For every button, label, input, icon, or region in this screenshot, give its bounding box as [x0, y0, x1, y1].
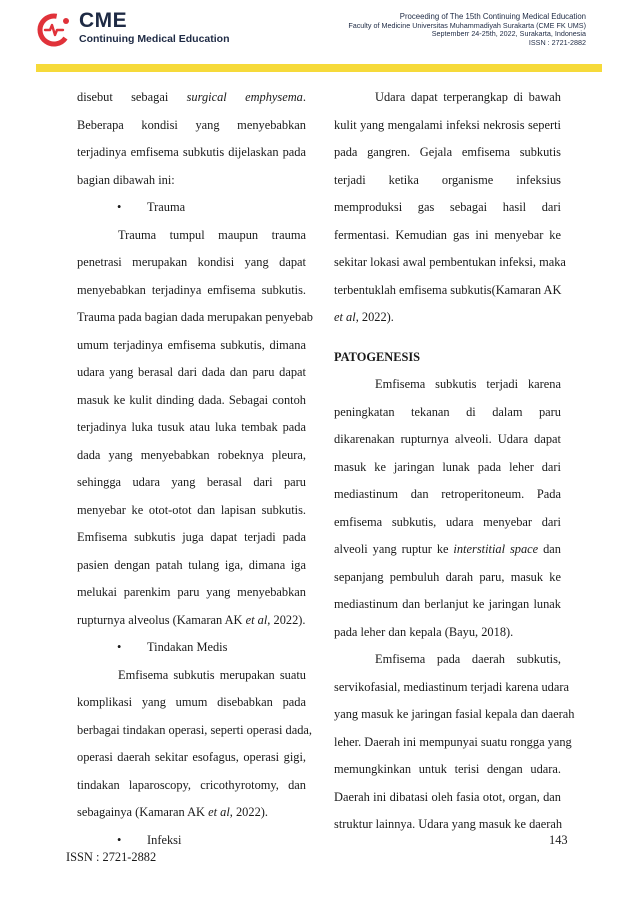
text-line: kulit yang mengalami infeksi nekrosis seperti [334, 117, 561, 132]
text-line: berbagai tindakan operasi, seperti operasi dada, [77, 722, 312, 737]
text-line: terjadi ketika organisme infeksius [334, 172, 561, 187]
text-line: leher. Daerah ini mempunyai suatu rongga yang [334, 734, 572, 749]
bullet-icon: • [117, 832, 122, 847]
section-heading: PATOGENESIS [334, 349, 421, 364]
proceeding-date: Septemberr 24-25th, 2022, Surakarta, Indonesia [431, 29, 586, 39]
text-line: Udara dapat terperangkap di bawah [375, 90, 561, 104]
text-line: disebut sebagai surgical emphysema. [77, 90, 306, 104]
bullet-label: Trauma [147, 200, 186, 214]
logo-subtitle: Continuing Medical Education [79, 33, 230, 45]
text-line: Emfisema subkutis juga dapat terjadi pada [77, 530, 306, 544]
left-column [77, 84, 313, 854]
text-line: sepanjang pembuluh darah paru, masuk ke [334, 569, 561, 584]
text-line: Emfisema pada daerah subkutis, [375, 652, 561, 666]
text-line: peningkatan tekanan di dalam paru [334, 404, 561, 419]
page-number: 143 [549, 833, 568, 847]
text-line: Daerah ini dibatasi oleh fasia otot, organ, dan [334, 789, 561, 804]
text-line: operasi daerah sekitar esofagus, operasi gigi, [77, 750, 306, 764]
bullet-item-trauma [77, 194, 306, 222]
text-line: memungkinkan untuk terisi dengan udara. [334, 762, 561, 776]
text-line: terjadinya luka tusuk atau luka tembak pada [77, 420, 306, 434]
text-line: bagian dibawah ini: [77, 172, 175, 187]
text-line: masuk ke jaringan lunak pada leher dari [334, 459, 561, 474]
proceeding-issn: ISSN : 2721-2882 [528, 37, 586, 47]
text-line: komplikasi yang umum disebabkan pada [77, 695, 306, 709]
logo-title: CME [79, 9, 128, 32]
text-line: tindakan laparoscopy, cricothyrotomy, dan [77, 777, 306, 792]
footer-issn: ISSN : 2721-2882 [66, 850, 157, 864]
proceeding-title: Proceeding of The 15th Continuing Medical Education [399, 12, 586, 21]
text-line: fermentasi. Kemudian gas ini menyebar ke [334, 227, 561, 242]
text-line: servikofasial, mediastinum terjadi karena udara [334, 679, 569, 694]
text-line: pada gangren. Gejala emfisema subkutis [334, 145, 561, 159]
page-header [0, 0, 638, 62]
text-line: emfisema subkutis, udara menyebar dari [334, 514, 561, 529]
text-line: mediastinum dan berlanjut ke jaringan lunak [334, 597, 561, 611]
text-line: melukai parenkim paru yang menyebabkan [77, 585, 306, 599]
text-line: umum terjadinya emfisema subkutis, dimana [77, 337, 306, 352]
text-line: Trauma tumpul maupun trauma [118, 227, 306, 242]
text-line: dikarenakan rupturnya alveoli. Udara dapat [334, 432, 561, 446]
text-line: sehingga udara yang berasal dari paru [77, 475, 306, 489]
text-line: alveoli yang ruptur ke interstitial space dan [334, 542, 561, 556]
text-line: dada yang menyebabkan robeknya pleura, [77, 447, 306, 462]
bullet-label: Infeksi [147, 832, 182, 847]
right-column [334, 84, 575, 839]
text-line: pada leher dan kepala (Bayu, 2018). [334, 624, 514, 639]
text-line: udara yang berasal dari dada dan paru dapat [77, 365, 306, 379]
text-line: mediastinum dan retroperitoneum. Pada [334, 487, 561, 501]
header-accent-bar [36, 64, 602, 72]
text-line: Emfisema subkutis merupakan suatu [118, 667, 306, 682]
text-line: terbentuklah emfisema subkutis(Kamaran AK [334, 282, 562, 297]
text-line: penetrasi merupakan kondisi yang dapat [77, 255, 306, 269]
text-line: rupturnya alveolus (Kamaran AK et al, 2022). [77, 612, 306, 627]
text-line: struktur lainnya. Udara yang masuk ke daerah [334, 817, 563, 831]
text-line: Emfisema subkutis terjadi karena [375, 377, 561, 391]
bullet-icon: • [117, 200, 122, 214]
proceeding-info [348, 13, 586, 47]
text-line: sekitar lokasi awal pembentukan infeksi, maka [334, 255, 566, 269]
text-line: Trauma pada bagian dada merupakan penyebab [77, 310, 313, 324]
text-line: et al, 2022). [334, 310, 394, 324]
text-line: menyebar ke otot-otot dan lapisan subkutis. [77, 502, 306, 517]
text-line: yang masuk ke jaringan fasial kepala dan daerah [334, 707, 575, 721]
text-line: sebagainya (Kamaran AK et al, 2022). [77, 805, 268, 819]
text-line: masuk ke kulit dinding dada. Sebagai contoh [77, 392, 306, 407]
text-line: Beberapa kondisi yang menyebabkan [77, 117, 306, 132]
text-line: memproduksi gas sebagai hasil dari [334, 200, 561, 214]
text-line: menyebabkan terjadinya emfisema subkutis. [77, 282, 306, 297]
text-line: terjadinya emfisema subkutis dijelaskan pada [77, 145, 306, 159]
bullet-icon: • [117, 640, 122, 654]
bullet-label: Tindakan Medis [147, 640, 228, 654]
bullet-item-tindakan-medis [77, 634, 306, 662]
text-line: pasien dengan patah tulang iga, dimana iga [77, 557, 306, 572]
cme-logo-icon [36, 12, 72, 48]
proceeding-faculty: Faculty of Medicine Universitas Muhammadiyah Surakarta (CME FK UMS) [348, 20, 586, 30]
